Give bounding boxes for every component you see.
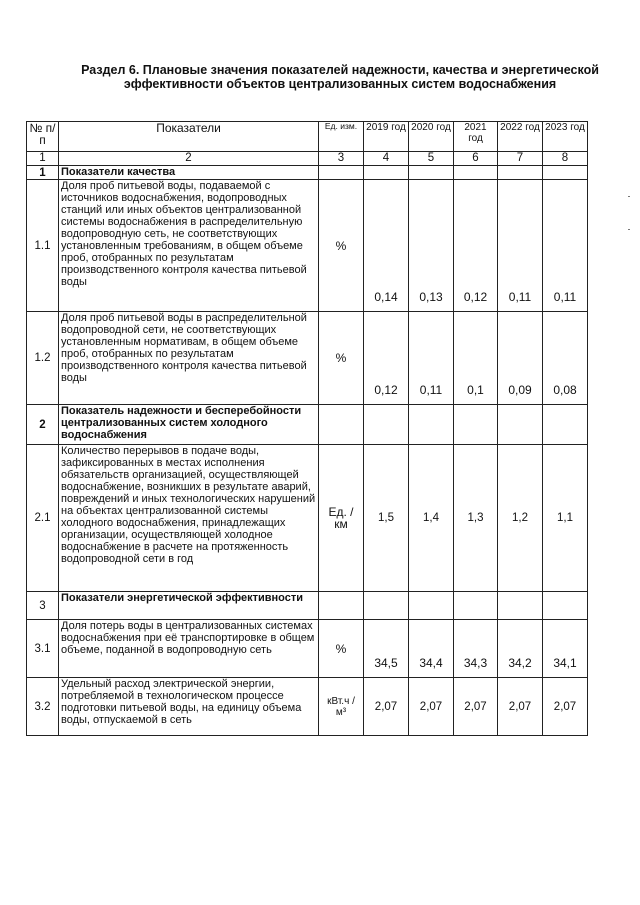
header-indicators: Показатели (59, 122, 319, 152)
header-row (27, 122, 588, 152)
indicator-name: Количество перерывов в подаче воды, зафиксированных в местах исполнения обязательств организацией, осуществляющей водоснабжение, возникших в результате аварий, повреждений и иных технологических нарушений на объектах централизованной системы холодного водоснабжения, принадлежащих организации, осуществляющей холодное водоснабжение в расчете на протяженность водопроводной сети в год (59, 445, 319, 592)
unit: % (319, 180, 364, 312)
value-cell: 2,07 (498, 678, 543, 736)
value-cell: 0,09 (498, 312, 543, 405)
value-cell: 1,5 (364, 445, 409, 592)
column-index: 4 (364, 152, 409, 166)
section-row (27, 592, 588, 620)
unit: кВт.ч / м³ (319, 678, 364, 736)
section-row (27, 166, 588, 180)
value-cell: 1,3 (454, 445, 498, 592)
value-cell: 34,3 (454, 620, 498, 678)
column-index: 6 (454, 152, 498, 166)
column-index: 1 (27, 152, 59, 166)
value-cell: 1,2 (498, 445, 543, 592)
column-index: 8 (543, 152, 588, 166)
header-year: 2019 год (364, 122, 409, 152)
column-index: 5 (409, 152, 454, 166)
value-cell: 34,1 (543, 620, 588, 678)
column-index: 3 (319, 152, 364, 166)
value-cell: 34,5 (364, 620, 409, 678)
value-cell: 34,4 (409, 620, 454, 678)
row-number: 2 (27, 405, 59, 445)
row-number: 1.1 (27, 180, 59, 312)
row-number: 2.1 (27, 445, 59, 592)
indicators-table (26, 121, 588, 736)
value-cell: 2,07 (454, 678, 498, 736)
unit: % (319, 620, 364, 678)
value-cell: 2,07 (409, 678, 454, 736)
value-cell: 1,4 (409, 445, 454, 592)
indicator-name: Удельный расход электрической энергии, потребляемой в технологическом процессе подготовки питьевой воды, на единицу объема воды, отпускаемой в сеть (59, 678, 319, 736)
section-title: Показатели энергетической эффективности (59, 592, 319, 620)
indicator-name: Доля проб питьевой воды, подаваемой с источников водоснабжения, водопроводных станций или иных объектов централизованной системы водоснабжения в распределительную водопроводную сеть, не соответствующих установленным требованиям, в общем объеме проб, отобранных по результатам производственного контроля качества питьевой воды (59, 180, 319, 312)
value-cell: 0,11 (409, 312, 454, 405)
table-row (27, 312, 588, 405)
header-num: № п/п (27, 122, 59, 152)
scan-speck (628, 196, 630, 197)
header-year: 2020 год (409, 122, 454, 152)
value-cell: 0,12 (454, 180, 498, 312)
section-row (27, 405, 588, 445)
value-cell: 1,1 (543, 445, 588, 592)
value-cell: 0,1 (454, 312, 498, 405)
column-index-row (27, 152, 588, 166)
indicator-name: Доля потерь воды в централизованных системах водоснабжения при её транспортировке в общем объеме, поданной в водопроводную сеть (59, 620, 319, 678)
value-cell: 0,14 (364, 180, 409, 312)
row-number: 1 (27, 166, 59, 180)
header-year: 2022 год (498, 122, 543, 152)
value-cell: 0,11 (498, 180, 543, 312)
page-title: Раздел 6. Плановые значения показателей надежности, качества и энергетической эффективности объектов централизованных систем водоснабжения (81, 63, 599, 91)
value-cell: 0,11 (543, 180, 588, 312)
row-number: 3 (27, 592, 59, 620)
table-row (27, 445, 588, 592)
table-row (27, 678, 588, 736)
section-title: Показатель надежности и бесперебойности централизованных систем холодного водоснабжения (59, 405, 319, 445)
header-unit: Ед. изм. (319, 122, 364, 152)
value-cell: 0,12 (364, 312, 409, 405)
column-index: 2 (59, 152, 319, 166)
column-index: 7 (498, 152, 543, 166)
table-row (27, 180, 588, 312)
value-cell: 0,13 (409, 180, 454, 312)
row-number: 3.2 (27, 678, 59, 736)
value-cell: 0,08 (543, 312, 588, 405)
unit: % (319, 312, 364, 405)
row-number: 1.2 (27, 312, 59, 405)
row-number: 3.1 (27, 620, 59, 678)
value-cell: 2,07 (543, 678, 588, 736)
value-cell: 2,07 (364, 678, 409, 736)
scan-speck (628, 229, 630, 230)
unit: Ед. / км (319, 445, 364, 592)
value-cell: 34,2 (498, 620, 543, 678)
header-year: 2021 год (454, 122, 498, 152)
section-title: Показатели качества (59, 166, 319, 180)
indicator-name: Доля проб питьевой воды в распределительной водопроводной сети, не соответствующих установленным нормативам, в общем объеме проб, отобранных по результатам производственного контроля качества питьевой воды (59, 312, 319, 405)
header-year: 2023 год (543, 122, 588, 152)
table-row (27, 620, 588, 678)
